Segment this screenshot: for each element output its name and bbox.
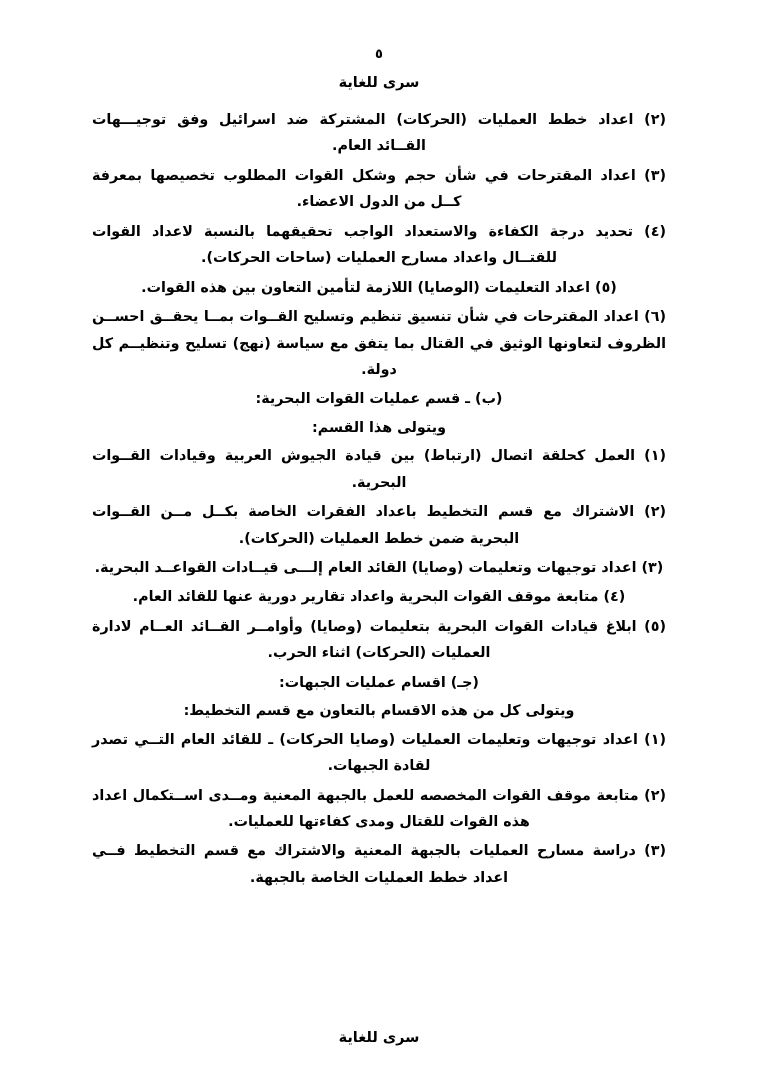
body-paragraph: (٣) اعداد توجيهات وتعليمات (وصايا) القائد العام إلـــى قيــادات القواعــد البحرية. — [94, 560, 664, 576]
classification-footer: سرى للغاية — [338, 1030, 420, 1046]
body-paragraph: (٦) اعداد المقترحات في شأن تنسيق تنظيم وتسليح القــوات بمــا يحقــق احســن الظروف لتعاونها الوثيق في القتال بما يتفق مع سياسة (نهج) تسليح وتنظيــم كل دولة. — [92, 309, 666, 378]
section-subheading: ويتولى هذا القسم: — [312, 419, 446, 436]
body-paragraph: (٣) دراسة مسارح العمليات بالجبهة المعنية والاشتراك مع قسم التخطيط فــي اعداد خطط العمليات الخاصة بالجبهة. — [92, 843, 666, 886]
body-paragraph: (٢) متابعة موقف القوات المخصصه للعمل بالجبهة المعنية ومــدى اســتكمال اعداد هذه القوات للقتال ومدى كفاءتها للعمليات. — [92, 787, 666, 830]
body-paragraph: (٤) متابعة موقف القوات البحرية واعداد تقارير دورية عنها للقائد العام. — [132, 589, 626, 606]
body-paragraph: (٣) اعداد المقترحات في شأن حجم وشكل القوات المطلوب تخصيصها بمعرفة كــل من الدول الاعضاء. — [92, 167, 666, 211]
body-paragraph: (٢) الاشتراك مع قسم التخطيط باعداد الفقرات الخاصة بكــل مــن القــوات البحرية ضمن خطط العمليات (الحركات). — [92, 504, 666, 547]
body-paragraph: (٤) تحديد درجة الكفاءة والاستعداد الواجب تحقيقهما بالنسبة لاعداد القوات للقتــال واعداد مسارح العمليات (ساحات الحركات). — [92, 223, 666, 267]
body-paragraph: (١) اعداد توجيهات وتعليمات العمليات (وصايا الحركات) ـ للقائد العام التــي تصدر لقادة الجبهات. — [92, 731, 666, 775]
page-number: ٥ — [375, 47, 383, 62]
section-subheading: ويتولى كل من هذه الاقسام بالتعاون مع قسم التخطيط: — [183, 703, 575, 720]
section-heading: (ب) ـ قسم عمليات القوات البحرية: — [255, 391, 503, 408]
classification-header: سرى للغاية — [338, 75, 420, 91]
body-paragraph: (٥) ابلاغ قيادات القوات البحرية بتعليمات (وصايا) وأوامــر القــائد العــام لادارة العمليات (الحركات) اثناء الحرب. — [92, 618, 666, 662]
body-paragraph: (١) العمل كحلقة اتصال (ارتباط) بين قيادة الجيوش العربية وقيادات القــوات البحرية. — [92, 448, 666, 491]
body-paragraph: (٥) اعداد التعليمات (الوصايا) اللازمة لتأمين التعاون بين هذه القوات. — [141, 279, 617, 296]
section-heading: (جـ) اقسام عمليات الجبهات: — [279, 674, 479, 691]
document-body — [92, 107, 666, 891]
body-paragraph: (٢) اعداد خطط العمليات (الحركات) المشتركة ضد اسرائيل وفق توجيـــهات القــائد العام. — [92, 112, 666, 155]
